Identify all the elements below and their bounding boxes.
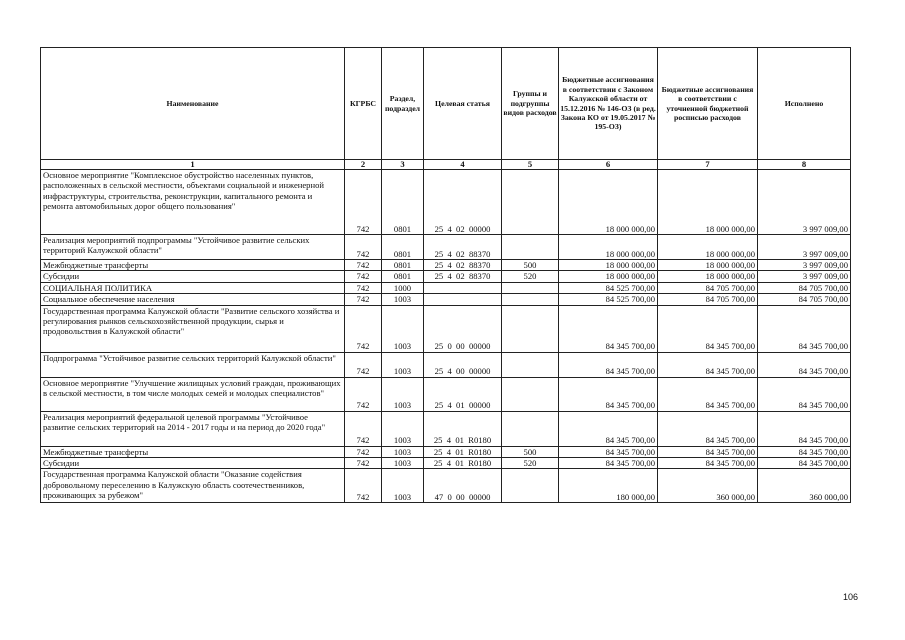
row-kgrbs-cell: 742 bbox=[345, 377, 382, 411]
row-section-cell: 0801 bbox=[382, 170, 424, 235]
row-section-cell: 1003 bbox=[382, 446, 424, 457]
row-refined-amount-cell: 18 000 000,00 bbox=[658, 235, 758, 260]
row-refined-amount-cell: 84 345 700,00 bbox=[658, 305, 758, 352]
row-section-cell: 1003 bbox=[382, 469, 424, 503]
column-number: 4 bbox=[424, 160, 502, 170]
row-name-cell: Реализация мероприятий подпрограммы "Устойчивое развитие сельских территорий Калужской области" bbox=[41, 235, 345, 260]
row-group-cell bbox=[502, 377, 559, 411]
column-number: 2 bbox=[345, 160, 382, 170]
row-executed-amount-cell: 3 997 009,00 bbox=[758, 260, 851, 271]
row-refined-amount-cell: 360 000,00 bbox=[658, 469, 758, 503]
column-number: 3 bbox=[382, 160, 424, 170]
header-section: Раздел, подраздел bbox=[382, 48, 424, 160]
row-section-cell: 1003 bbox=[382, 458, 424, 469]
column-number: 8 bbox=[758, 160, 851, 170]
row-executed-amount-cell: 84 345 700,00 bbox=[758, 377, 851, 411]
row-law-amount-cell: 84 345 700,00 bbox=[559, 305, 658, 352]
table-row bbox=[41, 235, 851, 260]
row-group-cell bbox=[502, 469, 559, 503]
column-number: 7 bbox=[658, 160, 758, 170]
table-row bbox=[41, 305, 851, 352]
row-kgrbs-cell: 742 bbox=[345, 352, 382, 377]
table-row bbox=[41, 458, 851, 469]
row-law-amount-cell: 18 000 000,00 bbox=[559, 271, 658, 282]
row-section-cell: 1000 bbox=[382, 282, 424, 293]
row-article-cell: 25 4 02 00000 bbox=[424, 170, 502, 235]
row-name-cell: Государственная программа Калужской области "Развитие сельского хозяйства и регулирования рынков сельскохозяйственной продукции, сырья и продовольствия в Калужской области" bbox=[41, 305, 345, 352]
row-kgrbs-cell: 742 bbox=[345, 271, 382, 282]
row-name-cell: Межбюджетные трансферты bbox=[41, 260, 345, 271]
column-numbers-row bbox=[41, 160, 851, 170]
row-kgrbs-cell: 742 bbox=[345, 458, 382, 469]
row-name-cell: Межбюджетные трансферты bbox=[41, 446, 345, 457]
row-law-amount-cell: 18 000 000,00 bbox=[559, 170, 658, 235]
row-executed-amount-cell: 3 997 009,00 bbox=[758, 271, 851, 282]
row-executed-amount-cell: 84 345 700,00 bbox=[758, 458, 851, 469]
budget-table bbox=[40, 47, 851, 503]
row-law-amount-cell: 84 345 700,00 bbox=[559, 377, 658, 411]
row-law-amount-cell: 84 525 700,00 bbox=[559, 294, 658, 305]
row-refined-amount-cell: 84 345 700,00 bbox=[658, 377, 758, 411]
table-row bbox=[41, 377, 851, 411]
page-number: 106 bbox=[843, 592, 859, 602]
row-article-cell: 25 4 01 R0180 bbox=[424, 458, 502, 469]
row-refined-amount-cell: 84 345 700,00 bbox=[658, 458, 758, 469]
header-refined: Бюджетные ассигнования в соответствии с уточненной бюджетной росписью расходов bbox=[658, 48, 758, 160]
row-group-cell: 500 bbox=[502, 446, 559, 457]
row-article-cell: 25 4 01 R0180 bbox=[424, 446, 502, 457]
row-group-cell bbox=[502, 282, 559, 293]
header-groups: Группы и подгруппы видов расходов bbox=[502, 48, 559, 160]
row-kgrbs-cell: 742 bbox=[345, 170, 382, 235]
row-kgrbs-cell: 742 bbox=[345, 446, 382, 457]
table-row bbox=[41, 469, 851, 503]
row-kgrbs-cell: 742 bbox=[345, 294, 382, 305]
row-article-cell: 25 4 02 88370 bbox=[424, 235, 502, 260]
row-law-amount-cell: 18 000 000,00 bbox=[559, 235, 658, 260]
row-refined-amount-cell: 84 705 700,00 bbox=[658, 294, 758, 305]
column-number: 1 bbox=[41, 160, 345, 170]
column-number: 5 bbox=[502, 160, 559, 170]
row-refined-amount-cell: 18 000 000,00 bbox=[658, 170, 758, 235]
row-section-cell: 0801 bbox=[382, 235, 424, 260]
row-refined-amount-cell: 84 345 700,00 bbox=[658, 446, 758, 457]
row-section-cell: 1003 bbox=[382, 352, 424, 377]
row-executed-amount-cell: 84 705 700,00 bbox=[758, 294, 851, 305]
row-name-cell: Субсидии bbox=[41, 271, 345, 282]
table-row bbox=[41, 411, 851, 446]
row-law-amount-cell: 18 000 000,00 bbox=[559, 260, 658, 271]
table-row bbox=[41, 271, 851, 282]
row-executed-amount-cell: 84 345 700,00 bbox=[758, 352, 851, 377]
row-refined-amount-cell: 84 705 700,00 bbox=[658, 282, 758, 293]
row-group-cell bbox=[502, 235, 559, 260]
row-group-cell: 520 bbox=[502, 458, 559, 469]
row-executed-amount-cell: 84 345 700,00 bbox=[758, 446, 851, 457]
column-number: 6 bbox=[559, 160, 658, 170]
row-executed-amount-cell: 84 705 700,00 bbox=[758, 282, 851, 293]
row-article-cell: 25 4 02 88370 bbox=[424, 260, 502, 271]
row-refined-amount-cell: 84 345 700,00 bbox=[658, 411, 758, 446]
row-group-cell: 520 bbox=[502, 271, 559, 282]
row-section-cell: 0801 bbox=[382, 260, 424, 271]
row-article-cell bbox=[424, 282, 502, 293]
row-executed-amount-cell: 3 997 009,00 bbox=[758, 235, 851, 260]
row-name-cell: Основное мероприятие "Улучшение жилищных условий граждан, проживающих в сельской местности, в том числе молодых семей и молодых специалистов" bbox=[41, 377, 345, 411]
row-name-cell: Социальное обеспечение населения bbox=[41, 294, 345, 305]
row-kgrbs-cell: 742 bbox=[345, 260, 382, 271]
row-article-cell: 25 4 01 00000 bbox=[424, 377, 502, 411]
row-law-amount-cell: 84 345 700,00 bbox=[559, 446, 658, 457]
header-article: Целевая статья bbox=[424, 48, 502, 160]
table-row bbox=[41, 294, 851, 305]
row-kgrbs-cell: 742 bbox=[345, 282, 382, 293]
row-kgrbs-cell: 742 bbox=[345, 469, 382, 503]
table-row bbox=[41, 352, 851, 377]
row-name-cell: Подпрограмма "Устойчивое развитие сельских территорий Калужской области" bbox=[41, 352, 345, 377]
row-article-cell: 25 4 01 R0180 bbox=[424, 411, 502, 446]
row-article-cell: 25 4 00 00000 bbox=[424, 352, 502, 377]
row-name-cell: СОЦИАЛЬНАЯ ПОЛИТИКА bbox=[41, 282, 345, 293]
row-group-cell bbox=[502, 305, 559, 352]
row-refined-amount-cell: 18 000 000,00 bbox=[658, 260, 758, 271]
header-row bbox=[41, 48, 851, 160]
row-name-cell: Субсидии bbox=[41, 458, 345, 469]
row-name-cell: Реализация мероприятий федеральной целевой программы "Устойчивое развитие сельских территорий на 2014 - 2017 годы и на период до 2020 года" bbox=[41, 411, 345, 446]
row-executed-amount-cell: 360 000,00 bbox=[758, 469, 851, 503]
header-kgrbs: КГРБС bbox=[345, 48, 382, 160]
row-article-cell: 47 0 00 00000 bbox=[424, 469, 502, 503]
row-name-cell: Основное мероприятие "Комплексное обустройство населенных пунктов, расположенных в сельской местности, объектами социальной и инженерной инфраструктуры, строительства, реконструкции, капитального ремонта и ремонта автомобильных дорог общего пользования" bbox=[41, 170, 345, 235]
row-name-cell: Государственная программа Калужской области "Оказание содействия добровольному переселению в Калужскую область соотечественников, проживающих за рубежом" bbox=[41, 469, 345, 503]
row-section-cell: 1003 bbox=[382, 411, 424, 446]
row-group-cell bbox=[502, 294, 559, 305]
row-section-cell: 1003 bbox=[382, 377, 424, 411]
row-law-amount-cell: 84 345 700,00 bbox=[559, 411, 658, 446]
row-law-amount-cell: 84 345 700,00 bbox=[559, 352, 658, 377]
row-group-cell bbox=[502, 352, 559, 377]
row-group-cell bbox=[502, 170, 559, 235]
row-law-amount-cell: 84 525 700,00 bbox=[559, 282, 658, 293]
row-executed-amount-cell: 84 345 700,00 bbox=[758, 411, 851, 446]
row-law-amount-cell: 84 345 700,00 bbox=[559, 458, 658, 469]
row-kgrbs-cell: 742 bbox=[345, 411, 382, 446]
table-row bbox=[41, 282, 851, 293]
row-group-cell: 500 bbox=[502, 260, 559, 271]
row-executed-amount-cell: 3 997 009,00 bbox=[758, 170, 851, 235]
header-law: Бюджетные ассигнования в соответствии с Законом Калужской области от 15.12.2016 № 146-ОЗ (в ред. Закона КО от 19.05.2017 № 195-ОЗ) bbox=[559, 48, 658, 160]
row-article-cell: 25 0 00 00000 bbox=[424, 305, 502, 352]
header-executed: Исполнено bbox=[758, 48, 851, 160]
table-body bbox=[41, 170, 851, 503]
row-kgrbs-cell: 742 bbox=[345, 235, 382, 260]
row-executed-amount-cell: 84 345 700,00 bbox=[758, 305, 851, 352]
table-row bbox=[41, 170, 851, 235]
row-article-cell: 25 4 02 88370 bbox=[424, 271, 502, 282]
row-law-amount-cell: 180 000,00 bbox=[559, 469, 658, 503]
row-section-cell: 0801 bbox=[382, 271, 424, 282]
row-article-cell bbox=[424, 294, 502, 305]
row-kgrbs-cell: 742 bbox=[345, 305, 382, 352]
row-refined-amount-cell: 84 345 700,00 bbox=[658, 352, 758, 377]
row-section-cell: 1003 bbox=[382, 294, 424, 305]
row-refined-amount-cell: 18 000 000,00 bbox=[658, 271, 758, 282]
header-name: Наименование bbox=[41, 48, 345, 160]
table-row bbox=[41, 260, 851, 271]
row-group-cell bbox=[502, 411, 559, 446]
table-row bbox=[41, 446, 851, 457]
row-section-cell: 1003 bbox=[382, 305, 424, 352]
